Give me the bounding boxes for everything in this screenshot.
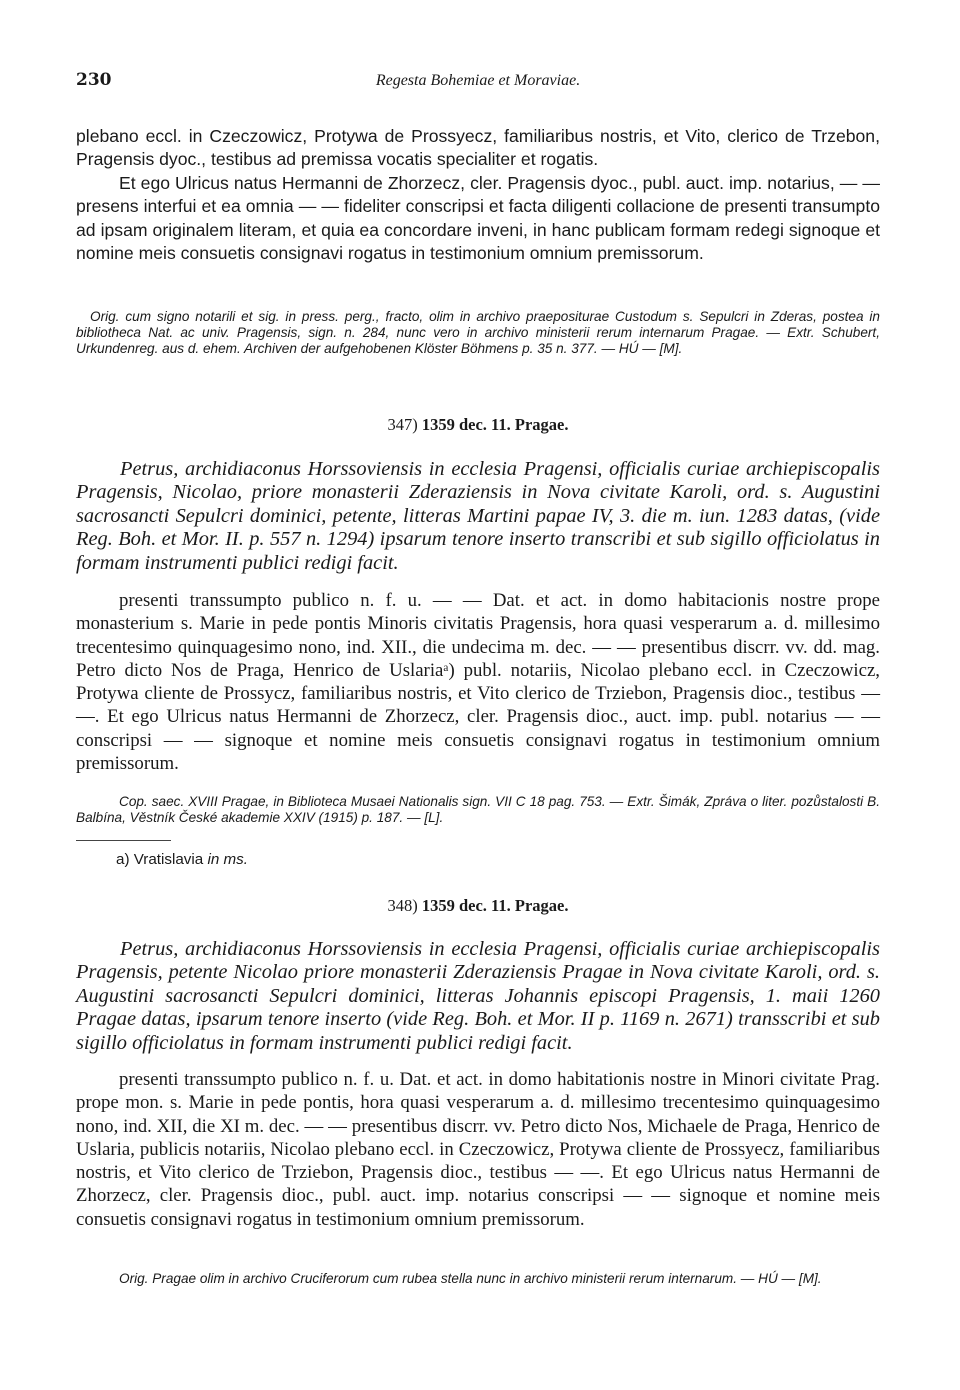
entry-348-regest [76,938,880,1055]
entry-date: 1359 dec. 11. Pragae. [421,896,569,915]
entry-body-text: presenti transsumpto publico n. f. u. Dat. et act. in domo habitationis nostre in Minori civitate Prag. prope mon. s. Marie in pede pontis, hora quasi vesperarum a. d. millesimo trecentesimo quinquagesimo nono, ind. XII, die XI m. dec. — — presentibus discrr. vv. Petro dicto Nos, Michaele de Praga, Henrico de Uslaria, publicis notariis, Nicolao plebano eccl. in Czeczowicz, Protywa cliente de Prossyecz, familiaribus nostris, et Vito clerico de Trziebon, Pragensis dioc., testibus — —. Et ego Ulricus natus Hermanni de Zhorzecz, cler. Pragensis dioc., publ. auct. imp. notarius conscripsi — — signoque et nomine meis consuetis consignavi rogatus in testimonium omnium premissorum. [76,1069,880,1230]
source-note: Orig. cum signo notarili et sig. in press. perg., fracto, olim in archivo praepositurae Custodum s. Sepulcri in Zderas, postea in bibliotheca Nat. ac univ. Pragensis, sign. n. 284, nunc vero in archivo ministerii rerum internarum Pragae. — Extr. Schubert, Urkundenreg. aus d. ehem. Archiven der aufgehobenen Klöster Böhmens p. 35 n. 377. — HÚ — [M]. [76,309,880,356]
entry-heading-347 [76,415,880,435]
entry-number: 348) [387,896,418,915]
entry-348-body [76,1068,880,1231]
entry-348-source [76,1271,880,1287]
entry-347-regest [76,458,880,575]
entry-347-body [76,589,880,775]
source-note-previous [76,309,880,356]
footnote-italic: in ms. [207,851,248,868]
footnote-a [116,851,248,868]
regest-text: Petrus, archidiaconus Horssoviensis in ecclesia Pragensi, officialis curiae archiepiscopalis Pragensis, Nicolao, priore monasterii Zderaziensis in Nova civitate Karoli, ord. s. Augustini sacrosancti Sepulcri dominici, petente, litteras Martini papae IV, 3. die m. iun. 1283 datas, (vide Reg. Boh. et Mor. II. p. 557 n. 1294) ipsarum tenore inserto transcribi et sub sigillo officiolatus in formam instrumenti publici redigi facit. [76,458,880,574]
regest-text: Petrus, archidiaconus Horssoviensis in ecclesia Pragensi, officialis curiae archiepiscopalis Pragensis, petente Nicolao priore monasterii Zderaziensis Pragae in Nova civitate Karoli, ord. s. Augustini sacrosancti Sepulcri dominici, litteras Johannis episcopi Pragensis, 1. maii 1260 Pragae datas, ipsarum tenore inserto (vide Reg. Boh. et Mor. II p. 1169 n. 2671) transscribi et sub sigillo officiolatus in formam instrumenti publici redigi facit. [76,938,880,1054]
entry-body-text: presenti transsumpto publico n. f. u. — — Dat. et act. in domo habitacionis nostre prope monasterium s. Marie in pede pontis Minoris civitatis Pragensis, hora quasi vesperarum a. d. millesimo trecentesimo quinquagesimo nono, ind. XII., die undecima m. dec. — — presentibus discrr. vv. dd. mag. Petro dicto Nos de Praga, Henrico de Uslariaᵃ) publ. notariis, Nicolao plebano eccl. in Czeczowicz, Protywa cliente de Prossycz, familiaribus nostris, et Vito clerico de Trziebon, Pragensis dioc., testibus — —. Et ego Ulricus natus Hermanni de Zhorzecz, cler. Pragensis dioc., auct. imp. publ. notarius — — conscripsi — — signoque et nomine meis consuetis consignavi rogatus in testimonium omnium premissorum. [76,590,880,775]
footnote-divider [76,840,171,841]
entry-heading-348 [76,896,880,916]
entry-347-source [76,794,880,826]
page-header [76,70,880,98]
notary-paragraph: Et ego Ulricus natus Hermanni de Zhorzecz, cler. Pragensis dyoc., publ. auct. imp. notarius, — — presens interfui et ea omnia — — fideliter conscripsi et facta diligenti collacione de presenti transumpto ad ipsam originalem literam, et quia ea concordare inveni, in hanc publicam formam redegi signoque et nomine meis consuetis consignavi rogatus in testimonium omnium premissorum. [76,172,880,264]
continuation-text [76,125,880,265]
continuation-paragraph: plebano eccl. in Czeczowicz, Protywa de Prossyecz, familiaribus nostris, et Vito, clerico de Trzebon, Pragensis dyoc., testibus ad premissa vocatis specialiter et rogatis. [76,126,880,170]
page-number: 230 [76,70,112,90]
footnote-text: a) Vratislavia [116,851,204,868]
source-note: Cop. saec. XVIII Pragae, in Biblioteca Musaei Nationalis sign. VII C 18 pag. 753. — Extr. Šimák, Zpráva o liter. pozůstalosti B. Balbína, Věstník České akademie XXIV (1915) p. 187. — [L]. [76,794,880,825]
source-note: Orig. Pragae olim in archivo Cruciferorum cum rubea stella nunc in archivo ministerii rerum internarum. — HÚ — [M]. [119,1271,822,1286]
entry-number: 347) [387,415,418,434]
running-head: Regesta Bohemiae et Moraviae. [375,72,581,89]
entry-date: 1359 dec. 11. Pragae. [421,415,569,434]
